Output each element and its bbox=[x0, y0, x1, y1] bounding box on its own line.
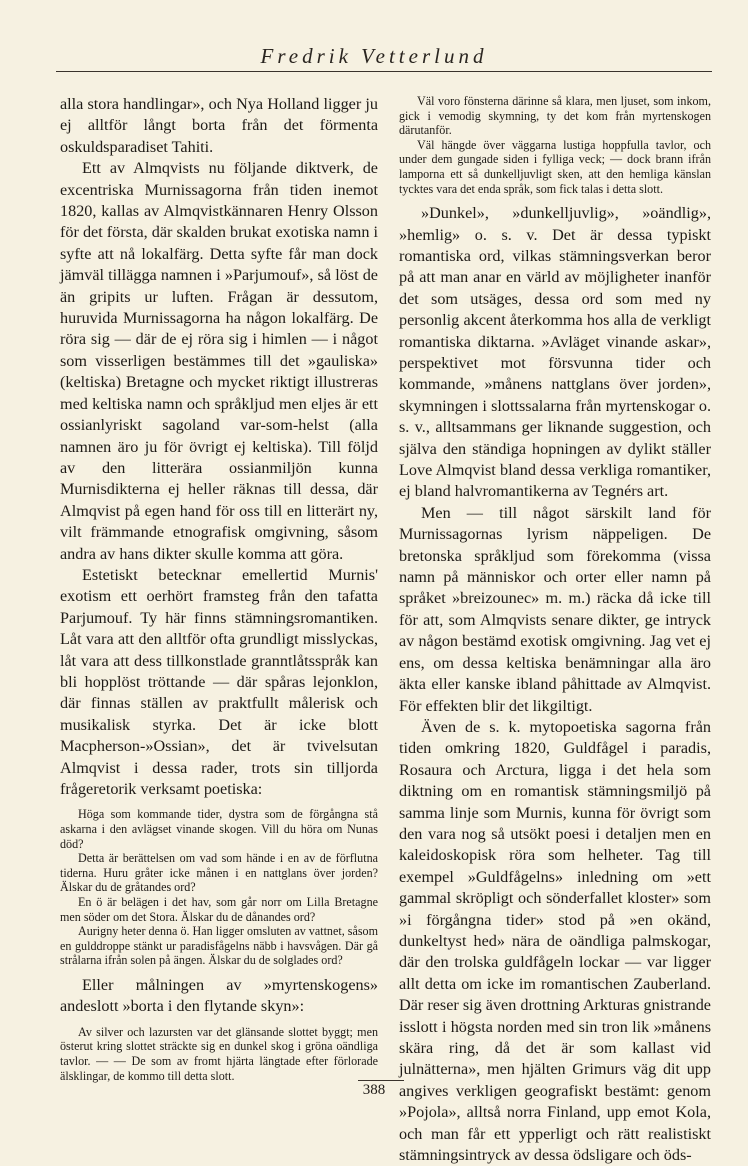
block-quote bbox=[60, 1025, 378, 1083]
quote-paragraph: Väl hängde över väggarna lustiga hoppfulla tavlor, och under dem gungade siden i fylliga veck; — dock brann ifrån lamporna ett så dunkelljuvligt sken, att den hemliga känslan tycktes vara det enda språk, som fick talas i detta slott. bbox=[399, 137, 711, 196]
paragraph: Även de s. k. mytopoetiska sagorna från tiden omkring 1820, Guldfågel i paradis, Rosaura och Arcturа, ligga i det hela som diktning om en romantisk stämningsmiljö på samma linje som Murnis, kunna för övrigt som den vara nog så utsökt poesi i detaljen men en kaleidoskopisk röra som helheter. Tag till exempel »Guldfågelns» inledning om »ett gammal skröpligt och sönderfallet kloster» som »i förgångna tider» stod på »en okänd, dunkeltyst hed» nära de oändliga palmskogar, där den trolska guldfågeln lockar — var ligger allt detta om icke im romantischen Zauberland. Där reser sig även drottning Arkturas gnistrande isslott i högsta norden med sin tron lik »månens skära ring, då det är som kallast vid julnätterna», men hjälten Grimurs väg dit upp angives verkligen geografiskt bestämt: genom »Pojola», alltså norra Finland, upp emot Kola, och man får ett ypperligt och rätt realistiskt stämningsintryck av dessa ödsligare och öds- bbox=[399, 717, 711, 1165]
paragraph: Men — till något särskilt land för Murnissagornas lyrism näppeligen. De bretonska språkljud som förekomma (vissa namn på människor och orter eller namn på språket »breizounec» m. m.) räcka då icke till för att, som Almqvists senare dikter, ge intryck av någon bestämd exotisk omgivning. Jag vet ej ens, om dessa keltiska benämningar alla äro äkta eller kanske ibland påhittade av Almqvist. För effekten blir det likgiltigt. bbox=[399, 503, 711, 715]
right-column bbox=[399, 94, 711, 1166]
block-quote bbox=[399, 94, 711, 196]
page-number: 388 bbox=[362, 1082, 386, 1098]
header-rule bbox=[56, 71, 712, 72]
paragraph: Estetiskt betecknar emellertid Murnis' exotism ett oerhört framsteg från den tafatta Parjumouf. Ty här finns stämningsromantiken. Låt vara att den alltför ofta grundligt misslyckas, låt vara att dess tillkonstlade granntlåtsspråk kan bli hopplöst tröttande — där spåras lejonklon, där finnas ställen av praktfullt målerisk och musikalisk styrka. Det är icke blott Macpherson-»Ossian», det är tvivelsutan Almqvist i dessa rader, trots sin tilljorda frågeretorik verksamt poetiska: bbox=[60, 565, 378, 798]
page-number-rule bbox=[358, 1080, 404, 1081]
running-header: Fredrik Vetterlund bbox=[260, 44, 488, 68]
quote-paragraph: Aurigny heter denna ö. Han ligger omsluten av vattnet, såsom en gulddroppe stänkt ur paradisfågelns näbb i havsvågen. Där gå strålarna ifrån solen på ängen. Älskar du de solglades ord? bbox=[60, 924, 378, 968]
paragraph: Eller målningen av »myrtenskogens» andeslott »borta i den flytande skyn»: bbox=[60, 975, 378, 1016]
block-quote bbox=[60, 807, 378, 968]
paragraph: »Dunkel», »dunkelljuvlig», »oändlig», »hemlig» o. s. v. Det är dessa typiskt romantiska ord, vilkas stämningsverkan beror på att man anar en värld av möjligheter inanför det som utsäges, dessa ord som med ny personlig akcent återkomma hos alla de verkligt romantiska diktarna. »Avläget vinande askar», perspektivet mot försvunna tider och kommande, »månens nattglans över jorden», skymningen i slottssalarna från myrtenskogar o. s. v., alltsammans ger liknande suggestion, och själva den ständiga hopningen av dylikt ställer Love Almqvist bland dessa verkliga romantiker, ej bland halvromantikerna av Tegnérs art. bbox=[399, 204, 711, 501]
paragraph: alla stora handlingar», och Nya Holland ligger ju ej alltför långt borta från det förmenta oskuldsparadiset Tahiti. bbox=[60, 95, 378, 156]
left-column bbox=[60, 94, 378, 1083]
paragraph: Ett av Almqvists nu följande diktverk, de excentriska Murnissagorna från tiden inemot 1820, kallas av Almqvistkännaren Henry Olsson för det första, där skalden brukat exotiska namn i syfte att nå lokalfärg. Detta syfte får man dock jämväl tillägga namnen i »Parjumouf», så löst de än gripits ur luften. Frågan är dessutom, huruvida Murnissagorna ha någon lokalfärg. De röra sig — där de ej röra sig i himlen — i något som visserligen bestämmes till det »gauliska» (keltiska) Bretagne och mycket riktigt illustreras med keltiska namn och språkljud men eljes är ett ossianlyriskt sagoland var-som-helst (alla namnen äro ju för övrigt ej keltiska). Till följd av den litterära ossianmiljön kunna Murnisdikterna ej heller räknas till dessa, där Almqvist på egen hand för oss till en litterärt ny, vilt främmande etnografisk omgivning, såsom andra av hans dikter skulle komma att göra. bbox=[60, 159, 378, 563]
quote-paragraph: En ö är belägen i det hav, som går norr om Lilla Bretagne men söder om det Stora. Älskar du de dånandes ord? bbox=[60, 894, 378, 924]
quote-paragraph: Detta är berättelsen om vad som hände i en av de förflutna tiderna. Huru gråter icke månen i en nattglans över jorden? Älskar du de gråtandes ord? bbox=[60, 851, 378, 895]
quote-paragraph: Av silver och lazursten var det glänsande slottet byggt; men österut kring slottet sträckte sig en dunkel skog i gröna oändliga tavlor. — — De som av fromt hjärta längtade efter förlorade älsklingar, de kommo till detta slott. bbox=[60, 1024, 378, 1083]
quote-paragraph: Väl voro fönsterna därinne så klara, men ljuset, som inkom, gick i vemodig skymning, ty det kom från myrtenskogen därutanför. bbox=[399, 94, 711, 138]
quote-paragraph: Höga som kommande tider, dystra som de förgångna stå askarna i den avlägset vinande skogen. Vill du höra om Nunas död? bbox=[60, 807, 378, 851]
